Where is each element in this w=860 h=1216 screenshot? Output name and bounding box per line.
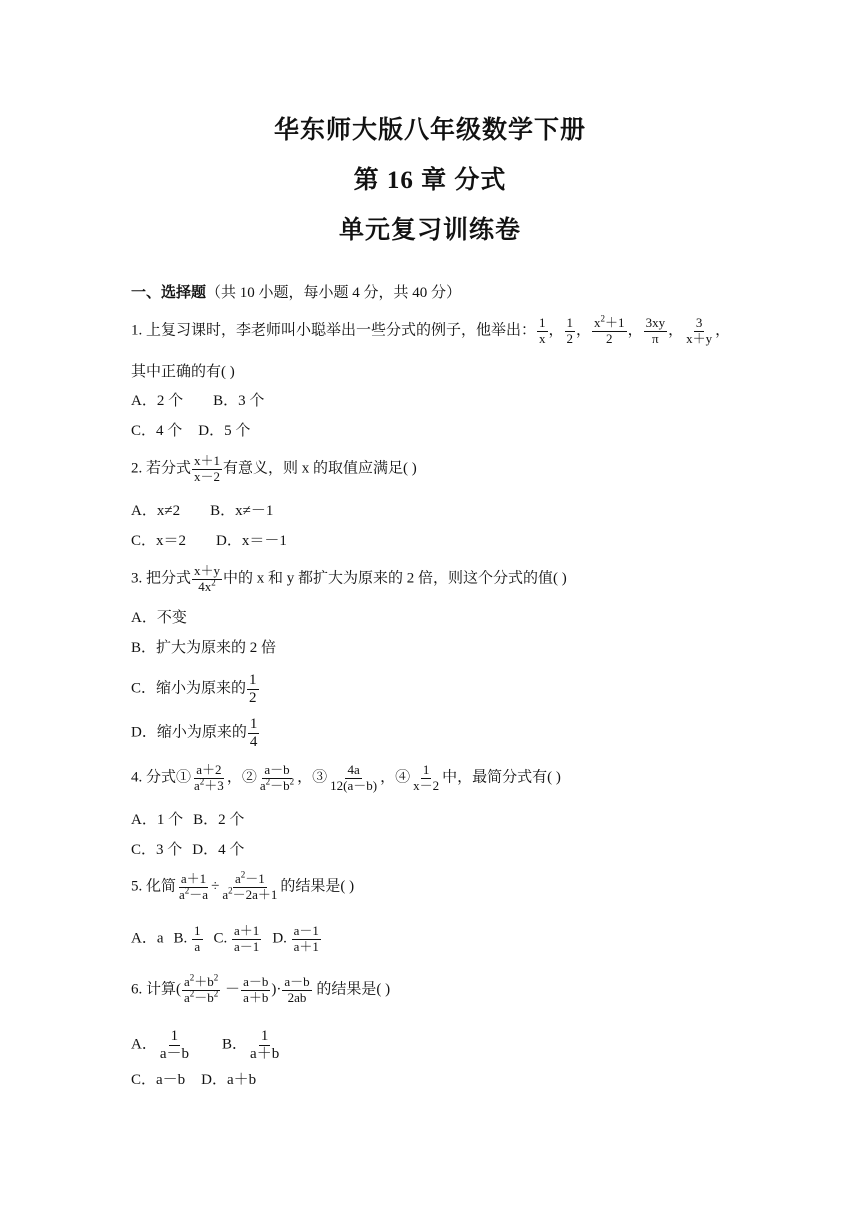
question-2-options-cd: C．x＝2 D．x＝－1 [131,533,287,549]
fraction: $\frac{x+1}{x-2}$ [194,453,221,484]
question-2-stem: 2. 若分式 $\frac{x+1}{x-2}$ 有意义，则 x 的取值应满足( ) [131,453,417,484]
fraction: $\frac{1}{4}$ [249,716,258,750]
fraction: $\frac{4a}{12(a-b)}$ [330,762,378,793]
fraction: $\frac{1}{a}$ [194,923,201,954]
fraction: $\frac{x+y}{4x^2}$ [194,563,221,594]
fraction: $\frac{x^2+1}{2}$ [594,313,625,346]
question-3-option-b: B．扩大为原来的 2 倍 [131,640,277,656]
question-1-options-cd: C．4 个 D．5 个 [131,423,251,439]
fraction: $\frac{a-b}{a+b}$ [243,974,269,1005]
fraction: $\frac{a-b}{a^2-b^2}$ [259,762,295,793]
question-2-options-ab: A．x≠2 B．x≠－1 [131,503,274,519]
fraction: $\frac{1}{x-2}$ [413,762,440,793]
document-title: 华东师大版八年级数学下册 [273,117,586,144]
fraction: $\frac{a^2-1}{a^2-2a+1}$ [222,869,278,902]
fraction: $\frac{1}{a-b}$ [159,1028,190,1062]
question-5-options: A．a B. $\frac{1}{a}$ C. $\frac{a+1}{a-1}$ D. $\frac{a-1}{a+1}$ [131,923,319,954]
question-1-stem: 1. 上复习课时，李老师叫小聪举出一些分式的例子，他举出： $\frac{1}{x}$ ， $\frac{1}{2}$ ， $\frac{x^2+1}{2}$ ， $\frac{3xy}{\pi}$ ， $\frac{3}{x+y}$ ， [131,313,731,346]
fraction: $\frac{a+2}{a^2+3}$ [194,762,224,793]
question-6-options-cd: C．a－b D．a＋b [131,1072,257,1088]
question-6-stem: 6. 计算( $\frac{a^2+b^2}{a^2-b^2}$ － $\frac{a-b}{a+b}$ )· $\frac{a-b}{2ab}$ 的结果是( ) [131,972,391,1005]
fraction: $\frac{1}{2}$ [566,315,574,346]
section-label: 一、选择题 [131,285,207,301]
fraction: $\frac{a^2+b^2}{a^2-b^2}$ [184,972,219,1005]
question-6-options-ab: A． $\frac{1}{a-b}$ B． $\frac{1}{a+b}$ [131,1028,280,1062]
question-3-stem: 3. 把分式 $\frac{x+y}{4x^2}$ 中的 x 和 y 都扩大为原来的 2 倍，则这个分式的值( ) [131,563,567,594]
question-4-options-cd: C．3 个 D．4 个 [131,842,245,858]
fraction: $\frac{a-b}{2ab}$ [284,974,310,1005]
question-1-options-ab: A．2 个 B．3 个 [131,393,265,409]
chapter-title: 第 16 章 分式 [353,167,507,194]
fraction: $\frac{a-1}{a+1}$ [293,923,319,954]
question-3-option-d: D．缩小为原来的 $\frac{1}{4}$ [131,716,258,750]
fraction: $\frac{3}{x+y}$ [686,315,713,346]
section-heading [131,286,461,301]
question-4-options-ab: A．1 个 B．2 个 [131,812,245,828]
question-3-option-c: C．缩小为原来的 $\frac{1}{2}$ [131,672,257,706]
question-1-stem-cont: 其中正确的有( ) [131,364,235,380]
question-3-option-a: A．不变 [131,610,187,626]
fraction: $\frac{a+1}{a^2-a}$ [179,871,209,902]
fraction: $\frac{1}{x}$ [539,315,546,346]
fraction: $\frac{1}{2}$ [249,672,257,706]
question-4-stem: 4. 分式① $\frac{a+2}{a^2+3}$ ，② $\frac{a-b}{a^2-b^2}$ ，③ $\frac{4a}{12(a-b)}$ ，④ $\frac{1}{x-2}$ 中，最简分式有( ) [131,762,561,793]
fraction: $\frac{a+1}{a-1}$ [234,923,260,954]
section-note: （共 10 小题，每小题 4 分，共 40 分） [206,285,462,301]
question-5-stem: 5. 化简 $\frac{a+1}{a^2-a}$ ÷ $\frac{a^2-1}{a^2-2a+1}$ 的结果是( ) [131,869,355,902]
fraction: $\frac{1}{a+b}$ [250,1028,280,1062]
fraction: $\frac{3xy}{\pi}$ [645,315,666,346]
unit-title: 单元复习训练卷 [338,217,521,244]
